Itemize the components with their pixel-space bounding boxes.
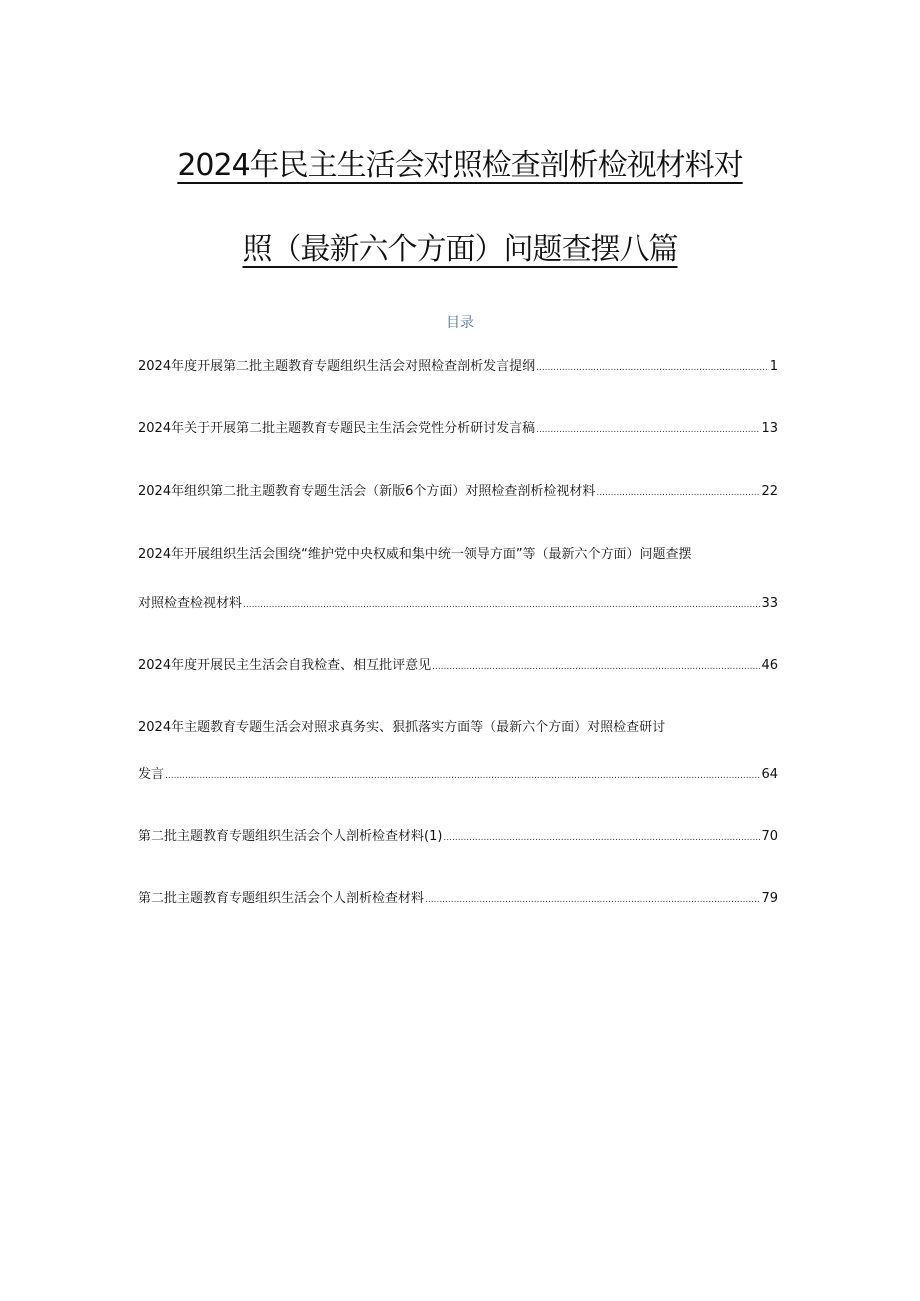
toc-heading: 目录: [446, 315, 474, 331]
toc-page-number: 46: [761, 658, 778, 673]
toc-entry-6[interactable]: [138, 763, 778, 782]
toc-entry-4-line-1[interactable]: 2024年开展组织生活会围绕“维护党中央权威和集中统一领导方面”等（最新六个方面）问题查摆: [138, 547, 692, 562]
toc-leader-dots: [243, 600, 760, 610]
toc-entry-text: 2024年关于开展第二批主题教育专题民主生活会党性分析研讨发言稿: [138, 421, 536, 436]
toc-page-number: 1: [769, 359, 778, 374]
toc-entry-text: 2024年度开展民主生活会自我检查、相互批评意见: [138, 658, 432, 673]
toc-page-number: 33: [761, 596, 778, 611]
toc-leader-dots: [432, 662, 760, 672]
toc-entry-text: 发言: [138, 767, 165, 782]
toc-leader-dots: [425, 895, 760, 905]
toc-entry-text: 对照检查检视材料: [138, 596, 243, 611]
toc-entry-4[interactable]: [138, 592, 778, 611]
toc-entry-5[interactable]: [138, 654, 778, 673]
toc-leader-dots: [443, 833, 760, 843]
toc-page-number: 79: [761, 891, 778, 906]
toc-leader-dots: [596, 488, 760, 498]
toc-entry-3[interactable]: [138, 480, 778, 499]
title-text-1: 2024年民主生活会对照检查剖析检视材料对: [177, 148, 743, 183]
toc-page-number: 13: [761, 421, 778, 436]
toc-entry-1[interactable]: [138, 355, 778, 374]
toc-leader-dots: [165, 771, 760, 781]
toc-page-number: 64: [761, 767, 778, 782]
toc-entry-8[interactable]: [138, 887, 778, 906]
toc-page-number: 22: [761, 484, 778, 499]
toc-entry-6-line-1[interactable]: 2024年主题教育专题生活会对照求真务实、狠抓落实方面等（最新六个方面）对照检查研讨: [138, 720, 666, 735]
toc-entry-text: 第二批主题教育专题组织生活会个人剖析检查材料: [138, 891, 425, 906]
toc-entry-2[interactable]: [138, 417, 778, 436]
toc-entry-text: 2024年度开展第二批主题教育专题组织生活会对照检查剖析发言提纲: [138, 359, 536, 374]
toc-entry-7[interactable]: [138, 825, 778, 844]
title-text-2: 照（最新六个方面）问题查摆八篇: [242, 232, 678, 267]
toc-leader-dots: [536, 363, 769, 373]
toc-leader-dots: [536, 425, 760, 435]
toc-page-number: 70: [761, 829, 778, 844]
toc-entry-text: 第二批主题教育专题组织生活会个人剖析检查材料(1): [138, 829, 443, 844]
document-title-line-2: [0, 224, 920, 268]
toc-entry-text: 2024年组织第二批主题教育专题生活会（新版6个方面）对照检查剖析检视材料: [138, 484, 596, 499]
document-title-line-1: [0, 140, 920, 184]
